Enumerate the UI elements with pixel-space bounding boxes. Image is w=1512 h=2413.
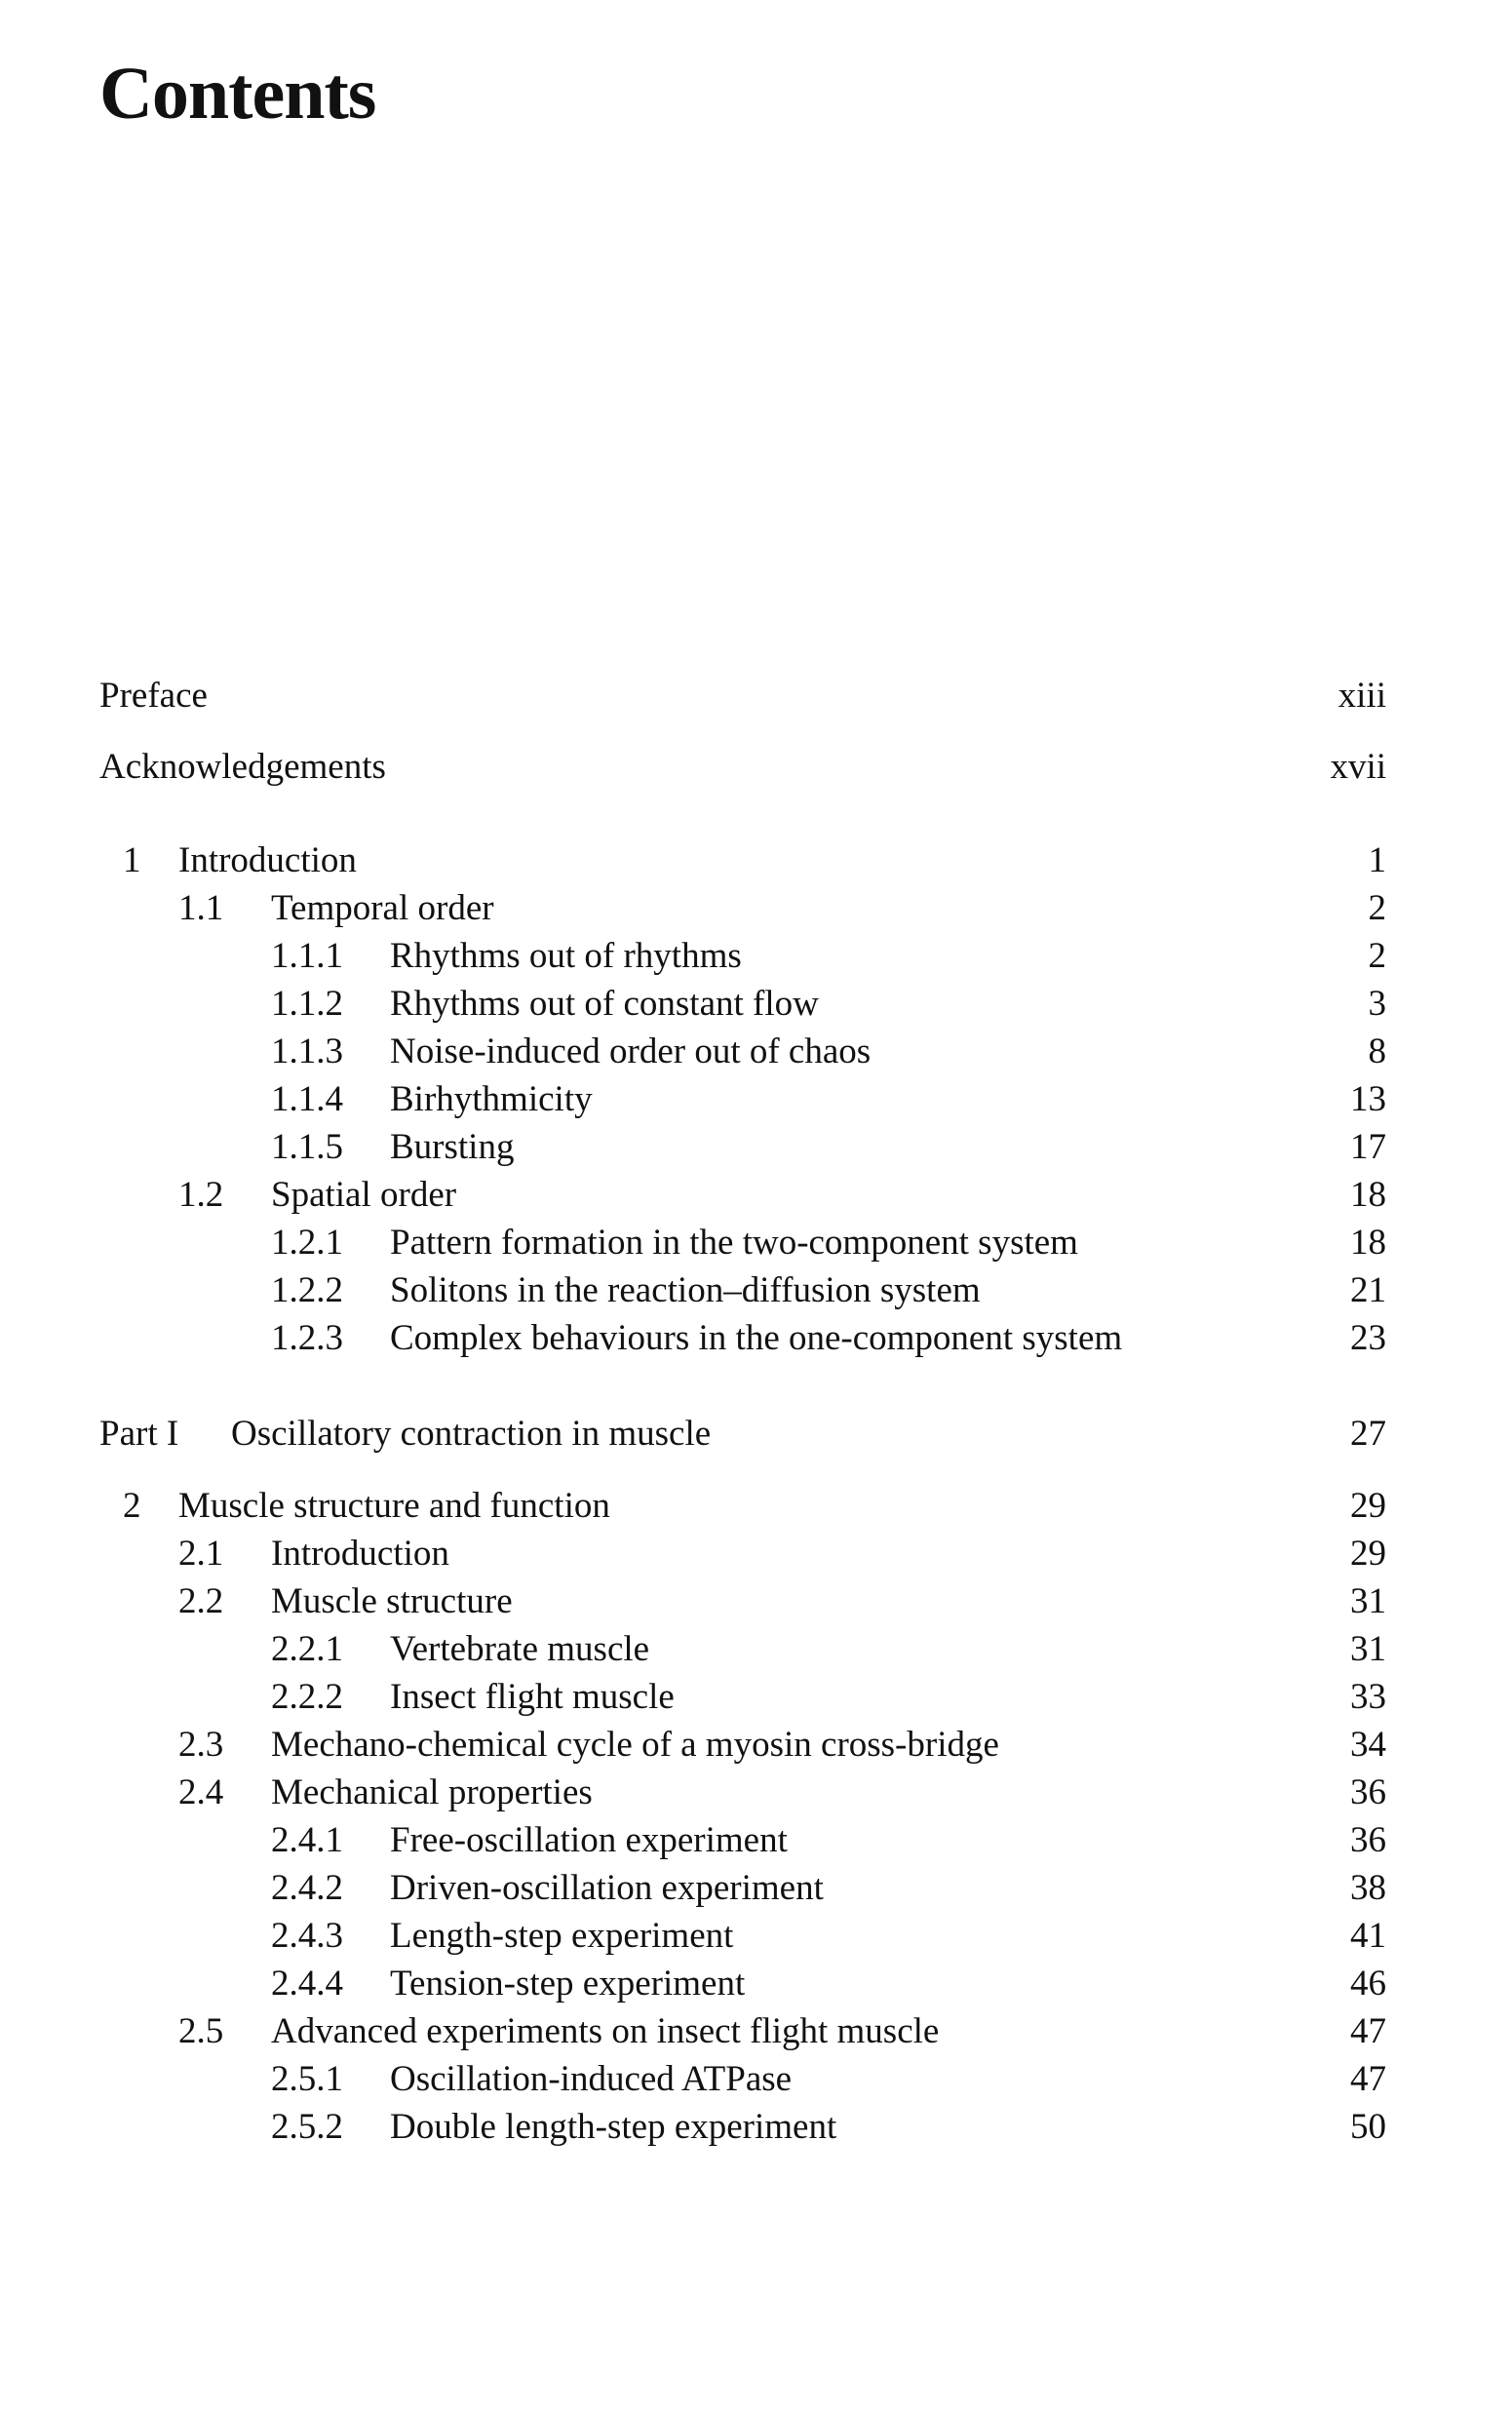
toc-entry-number: Part I [99, 1414, 179, 1454]
toc-entry-title: Temporal order [271, 888, 494, 928]
toc-entry-number: 2.2 [178, 1581, 224, 1621]
toc-entry-number: 2.5.1 [271, 2059, 343, 2099]
toc-entry-page: 33 [1350, 1677, 1386, 1717]
toc-entry-number: 1.1.5 [271, 1127, 343, 1167]
toc-entry-page: 18 [1350, 1175, 1386, 1215]
toc-entry-page: 36 [1350, 1820, 1386, 1860]
toc-entry-page: 18 [1350, 1223, 1386, 1263]
toc-entry-page: 41 [1350, 1916, 1386, 1956]
toc-entry-title: Double length-step experiment [390, 2107, 837, 2147]
toc-entry-number: 1.1 [178, 888, 224, 928]
toc-entry-page: 3 [1368, 984, 1386, 1024]
toc-entry-title: Muscle structure [271, 1581, 513, 1621]
toc-entry-title: Complex behaviours in the one-component system [390, 1318, 1123, 1358]
toc-chapter-2[interactable] [99, 1482, 1386, 1530]
toc-section-2-1[interactable] [99, 1530, 1386, 1577]
toc-entry-title: Muscle structure and function [178, 1486, 610, 1526]
toc-section-2-2[interactable] [99, 1577, 1386, 1625]
toc-entry-page: xiii [1338, 676, 1386, 716]
toc-entry-title: Driven-oscillation experiment [390, 1868, 824, 1908]
toc-entry-title: Preface [99, 676, 208, 716]
toc-section-1-2[interactable] [99, 1171, 1386, 1219]
toc-entry-page: 27 [1350, 1414, 1386, 1454]
page-title: Contents [99, 53, 376, 135]
toc-entry-title: Bursting [390, 1127, 515, 1167]
toc-entry-number: 2.1 [178, 1534, 224, 1574]
toc-entry-title: Oscillatory contraction in muscle [231, 1414, 712, 1454]
toc-entry-page: 38 [1350, 1868, 1386, 1908]
toc-entry-title: Pattern formation in the two-component system [390, 1223, 1078, 1263]
toc-entry-page: 47 [1350, 2059, 1386, 2099]
toc-entry-page: 31 [1350, 1629, 1386, 1669]
toc-entry-title: Tension-step experiment [390, 1964, 746, 2004]
toc-section-2-4[interactable] [99, 1769, 1386, 1816]
toc-subsection-2-4-1[interactable] [99, 1816, 1386, 1864]
toc-entry-number: 1.2 [178, 1175, 224, 1215]
toc-subsection-1-1-5[interactable] [99, 1123, 1386, 1171]
toc-entry-page: 50 [1350, 2107, 1386, 2147]
toc-entry-number: 1.1.2 [271, 984, 343, 1024]
toc-entry-number: 2.2.2 [271, 1677, 343, 1717]
toc-entry-title: Mechano-chemical cycle of a myosin cross-bridge [271, 1725, 999, 1765]
toc-subsection-2-4-3[interactable] [99, 1912, 1386, 1960]
toc-entry-number: 2.3 [178, 1725, 224, 1765]
toc-subsection-2-5-1[interactable] [99, 2055, 1386, 2103]
toc-entry-title: Mechanical properties [271, 1772, 593, 1812]
toc-subsection-1-2-2[interactable] [99, 1266, 1386, 1314]
toc-entry-number: 1.1.3 [271, 1031, 343, 1071]
table-of-contents [99, 672, 1386, 2151]
toc-subsection-2-4-4[interactable] [99, 1960, 1386, 2007]
toc-entry-number: 1.2.3 [271, 1318, 343, 1358]
toc-entry-number: 2.4 [178, 1772, 224, 1812]
toc-entry-number: 2.5.2 [271, 2107, 343, 2147]
toc-entry-title: Rhythms out of constant flow [390, 984, 819, 1024]
toc-subsection-1-2-1[interactable] [99, 1219, 1386, 1266]
toc-entry-number: 2.2.1 [271, 1629, 343, 1669]
toc-subsection-2-5-2[interactable] [99, 2103, 1386, 2151]
toc-entry-number: 1.2.2 [271, 1270, 343, 1310]
toc-entry-page: 47 [1350, 2011, 1386, 2051]
toc-entry-page: 34 [1350, 1725, 1386, 1765]
toc-entry-title: Vertebrate muscle [390, 1629, 650, 1669]
toc-subsection-2-2-1[interactable] [99, 1625, 1386, 1673]
toc-entry-number: 1 [123, 840, 141, 880]
toc-entry-number: 2.5 [178, 2011, 224, 2051]
toc-entry-page: 31 [1350, 1581, 1386, 1621]
toc-entry-number: 1.1.4 [271, 1079, 343, 1119]
toc-entry-number: 1.2.1 [271, 1223, 343, 1263]
toc-entry-title: Solitons in the reaction–diffusion system [390, 1270, 981, 1310]
toc-subsection-2-2-2[interactable] [99, 1673, 1386, 1721]
toc-entry-title: Acknowledgements [99, 747, 386, 787]
toc-entry-preface[interactable] [99, 672, 1386, 720]
toc-entry-title: Introduction [178, 840, 357, 880]
toc-entry-title: Advanced experiments on insect flight muscle [271, 2011, 940, 2051]
toc-entry-title: Rhythms out of rhythms [390, 936, 742, 976]
toc-entry-acknowledgements[interactable] [99, 743, 1386, 791]
toc-entry-number: 2.4.2 [271, 1868, 343, 1908]
toc-entry-page: 2 [1368, 936, 1386, 976]
toc-entry-title: Noise-induced order out of chaos [390, 1031, 872, 1071]
toc-entry-page: 2 [1368, 888, 1386, 928]
toc-entry-title: Birhythmicity [390, 1079, 593, 1119]
toc-entry-page: 1 [1368, 840, 1386, 880]
toc-entry-title: Oscillation-induced ATPase [390, 2059, 793, 2099]
toc-part-1[interactable] [99, 1410, 1386, 1458]
toc-subsection-1-1-4[interactable] [99, 1075, 1386, 1123]
toc-subsection-2-4-2[interactable] [99, 1864, 1386, 1912]
toc-entry-page: 36 [1350, 1772, 1386, 1812]
toc-entry-page: 13 [1350, 1079, 1386, 1119]
toc-section-2-3[interactable] [99, 1721, 1386, 1769]
toc-entry-number: 2 [123, 1486, 141, 1526]
toc-entry-page: 29 [1350, 1486, 1386, 1526]
toc-entry-number: 2.4.4 [271, 1964, 343, 2004]
toc-entry-page: 46 [1350, 1964, 1386, 2004]
toc-entry-title: Free-oscillation experiment [390, 1820, 788, 1860]
toc-subsection-1-1-2[interactable] [99, 980, 1386, 1028]
toc-entry-page: xvii [1330, 747, 1386, 787]
toc-entry-page: 29 [1350, 1534, 1386, 1574]
toc-entry-number: 1.1.1 [271, 936, 343, 976]
toc-entry-page: 23 [1350, 1318, 1386, 1358]
toc-entry-number: 2.4.3 [271, 1916, 343, 1956]
toc-chapter-1[interactable] [99, 837, 1386, 884]
toc-entry-page: 8 [1368, 1031, 1386, 1071]
toc-subsection-1-1-3[interactable] [99, 1028, 1386, 1075]
toc-section-1-1[interactable] [99, 884, 1386, 932]
toc-subsection-1-2-3[interactable] [99, 1314, 1386, 1362]
toc-entry-title: Introduction [271, 1534, 449, 1574]
toc-entry-title: Insect flight muscle [390, 1677, 675, 1717]
toc-entry-title: Spatial order [271, 1175, 457, 1215]
toc-section-2-5[interactable] [99, 2007, 1386, 2055]
toc-entry-title: Length-step experiment [390, 1916, 734, 1956]
toc-entry-number: 2.4.1 [271, 1820, 343, 1860]
toc-subsection-1-1-1[interactable] [99, 932, 1386, 980]
toc-entry-page: 17 [1350, 1127, 1386, 1167]
toc-entry-page: 21 [1350, 1270, 1386, 1310]
